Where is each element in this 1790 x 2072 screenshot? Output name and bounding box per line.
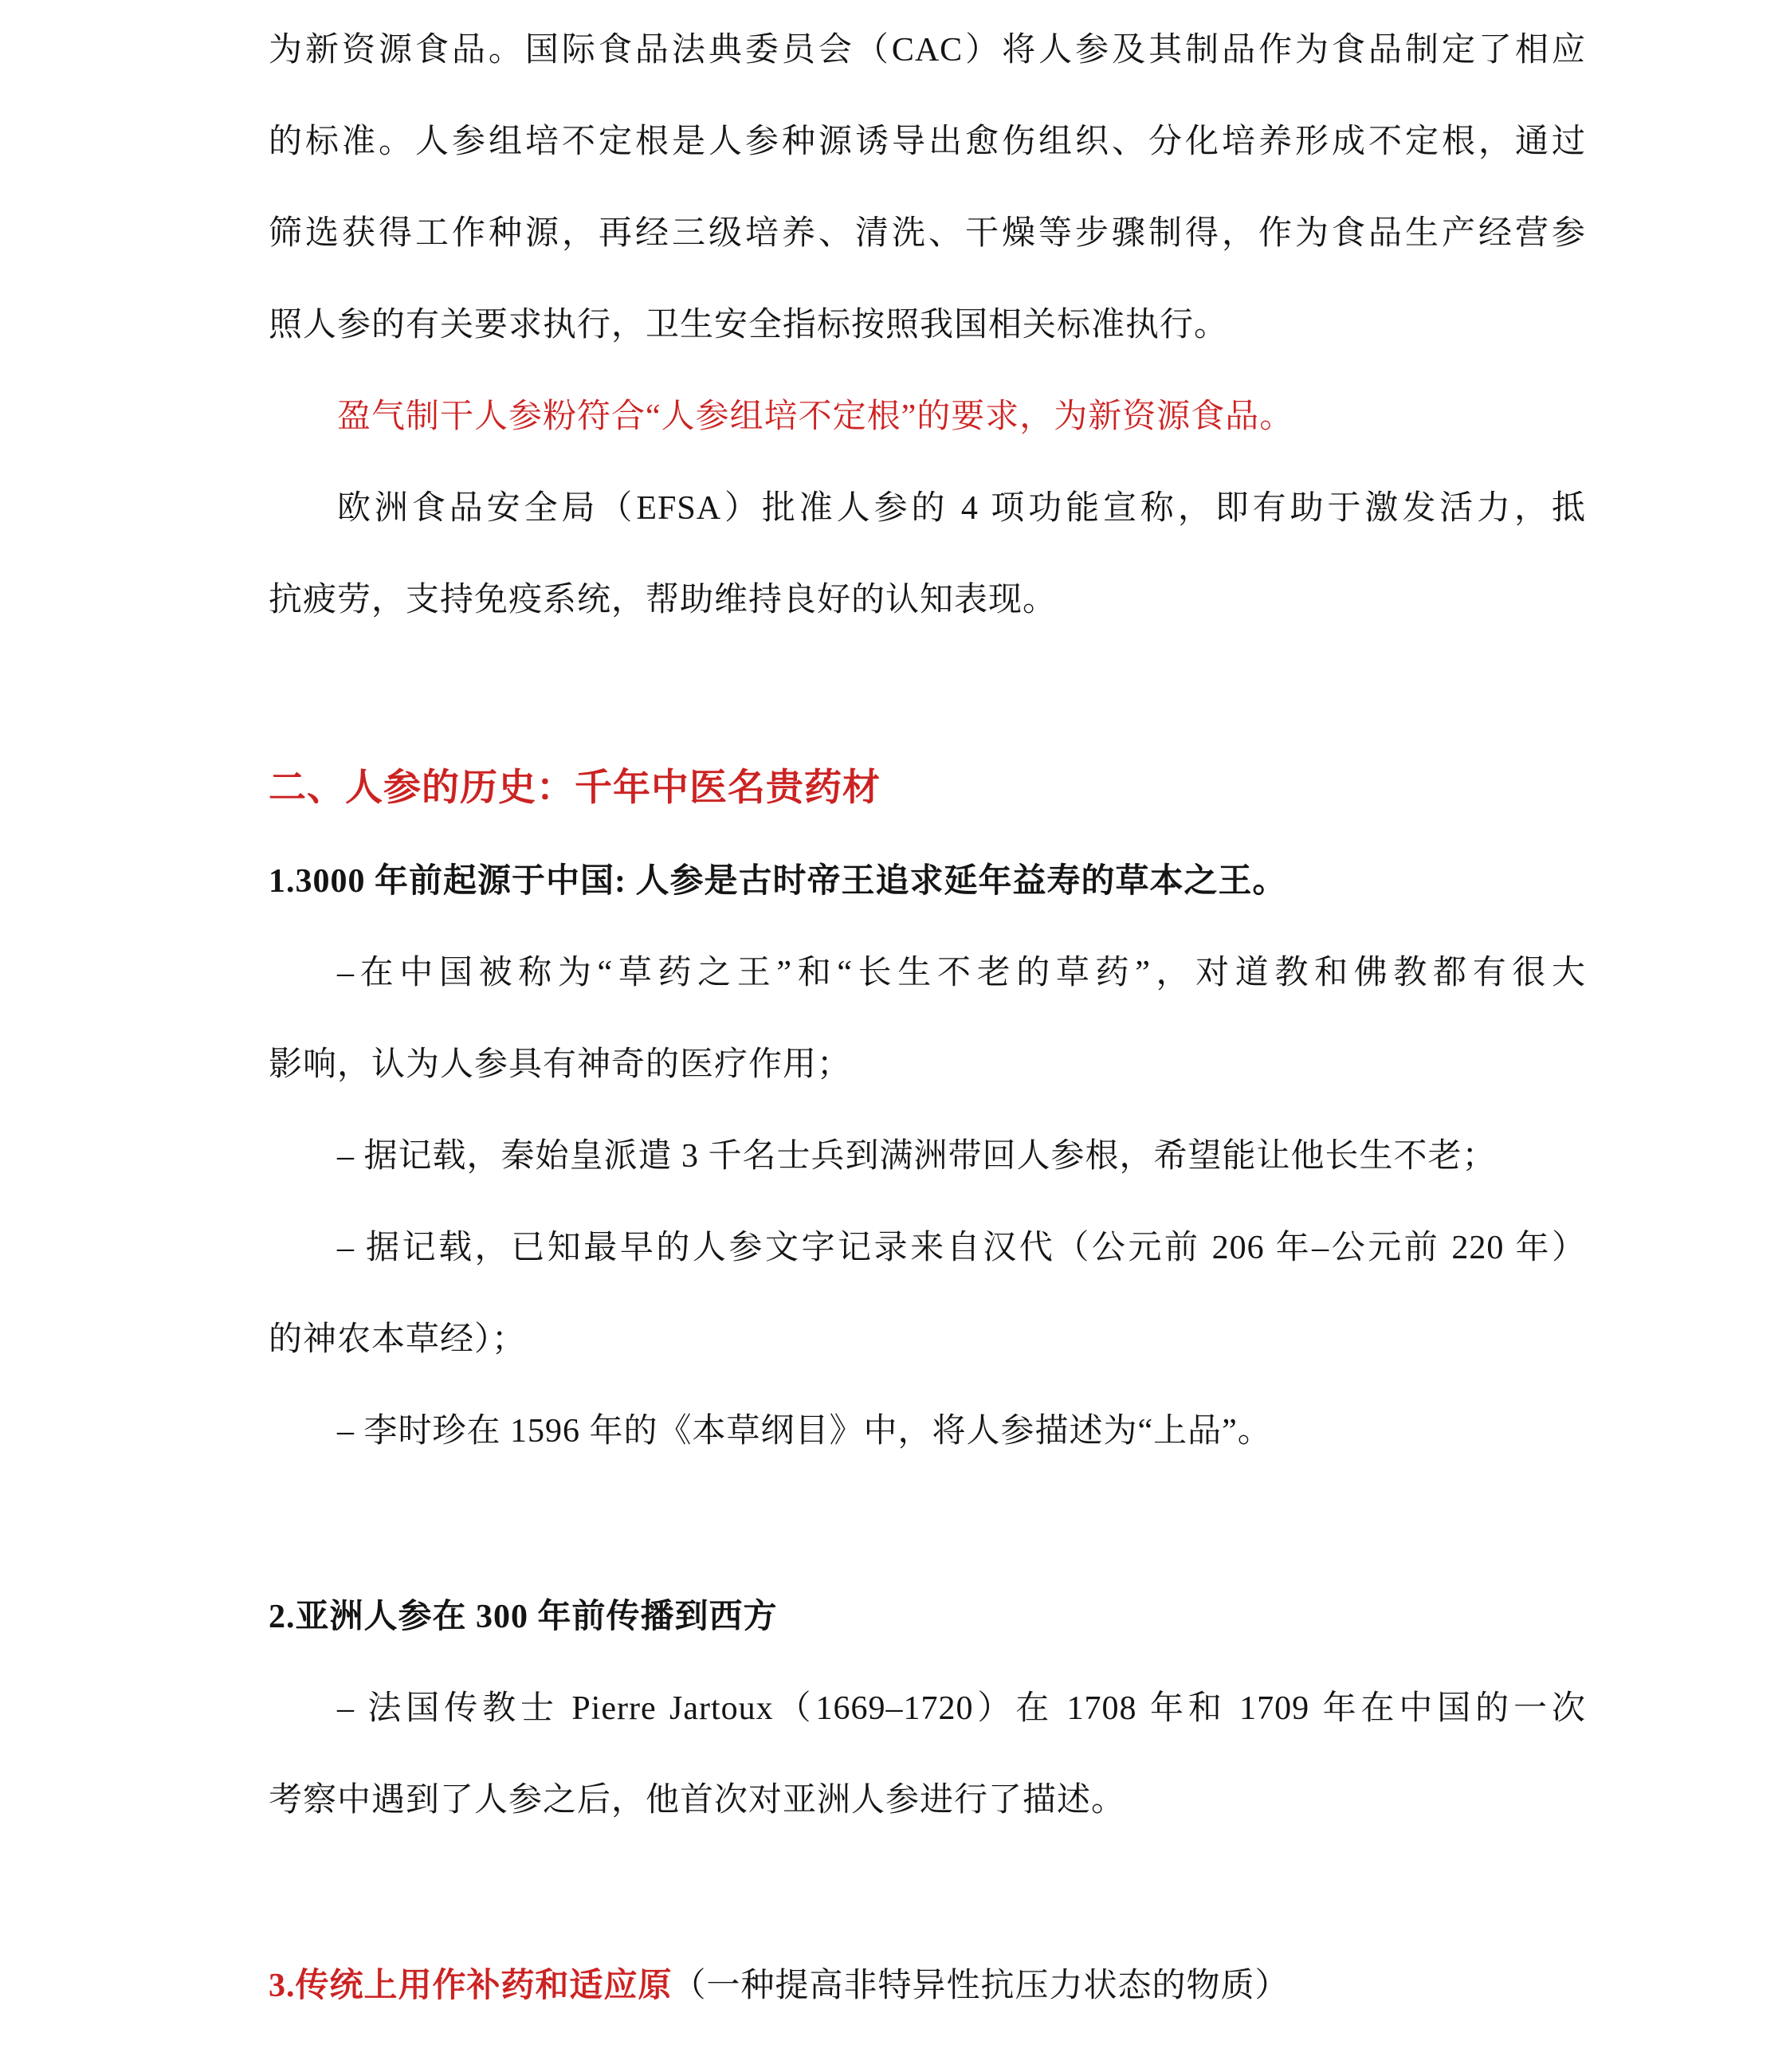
text-line <box>269 928 1586 1019</box>
text-segment: 欧洲食品安全局（EFSA）批准人参的 4 项功能宣称，即有助于激发活力，抵 <box>337 490 1586 527</box>
text-segment: 二、人参的历史：千年中医名贵药材 <box>269 767 881 809</box>
text-line <box>269 555 1586 646</box>
text-segment: – 据记载，已知最早的人参文字记录来自汉代（公元前 206 年–公元前 220 年） <box>337 1230 1586 1266</box>
text-segment: – 李时珍在 1596 年的《本草纲目》中，将人参描述为“上品”。 <box>337 1413 1272 1450</box>
text-segment: – 法国传教士 Pierre Jartoux（1669–1720）在 1708 年和 1709 年在中国的一次 <box>337 1690 1586 1727</box>
text-line <box>269 280 1586 371</box>
text-segment: （一种提高非特异性抗压力状态的物质） <box>672 1968 1290 2004</box>
text-segment: 1.3000 年前起源于中国: 人参是古时帝王追求延年益寿的草本之王。 <box>269 863 1287 900</box>
text-line <box>269 1111 1586 1203</box>
section-heading <box>269 740 1586 836</box>
text-segment: –在中国被称为“草药之王”和“长生不老的草药”，对道教和佛教都有很大 <box>337 955 1586 991</box>
text-line <box>269 1941 1586 2032</box>
text-line <box>269 1755 1586 1846</box>
text-segment: 考察中遇到了人参之后，他首次对亚洲人参进行了描述。 <box>269 1782 1126 1819</box>
text-segment: 抗疲劳，支持免疫系统，帮助维持良好的认知表现。 <box>269 582 1058 618</box>
text-line <box>269 463 1586 555</box>
text-line <box>269 1294 1586 1386</box>
text-line <box>269 836 1586 928</box>
text-line <box>269 1572 1586 1663</box>
text-line <box>269 1203 1586 1294</box>
text-line <box>269 96 1586 188</box>
text-segment: 筛选获得工作种源，再经三级培养、清洗、干燥等步骤制得，作为食品生产经营参 <box>269 215 1586 252</box>
text-line <box>269 1386 1586 1477</box>
text-segment: 照人参的有关要求执行，卫生安全指标按照我国相关标准执行。 <box>269 307 1229 343</box>
text-line <box>269 1663 1586 1755</box>
text-line <box>269 1019 1586 1111</box>
document-body <box>269 5 1586 2032</box>
text-line <box>269 5 1586 96</box>
text-segment: 为新资源食品。国际食品法典委员会（CAC）将人参及其制品作为食品制定了相应 <box>269 32 1586 69</box>
text-segment: 影响，认为人参具有神奇的医疗作用； <box>269 1046 852 1083</box>
text-segment: 盈气制干人参粉符合“人参组培不定根”的要求，为新资源食品。 <box>337 398 1294 435</box>
text-segment: – 据记载，秦始皇派遣 3 千名士兵到满洲带回人参根，希望能让他长生不老； <box>337 1138 1497 1175</box>
text-line <box>269 371 1586 463</box>
text-line <box>269 188 1586 280</box>
text-segment: 3.传统上用作补药和适应原 <box>269 1968 673 2004</box>
text-segment: 的标准。人参组培不定根是人参种源诱导出愈伤组织、分化培养形成不定根，通过 <box>269 124 1586 160</box>
text-segment: 2.亚洲人参在 300 年前传播到西方 <box>269 1599 778 1635</box>
text-segment: 的神农本草经）； <box>269 1321 527 1358</box>
